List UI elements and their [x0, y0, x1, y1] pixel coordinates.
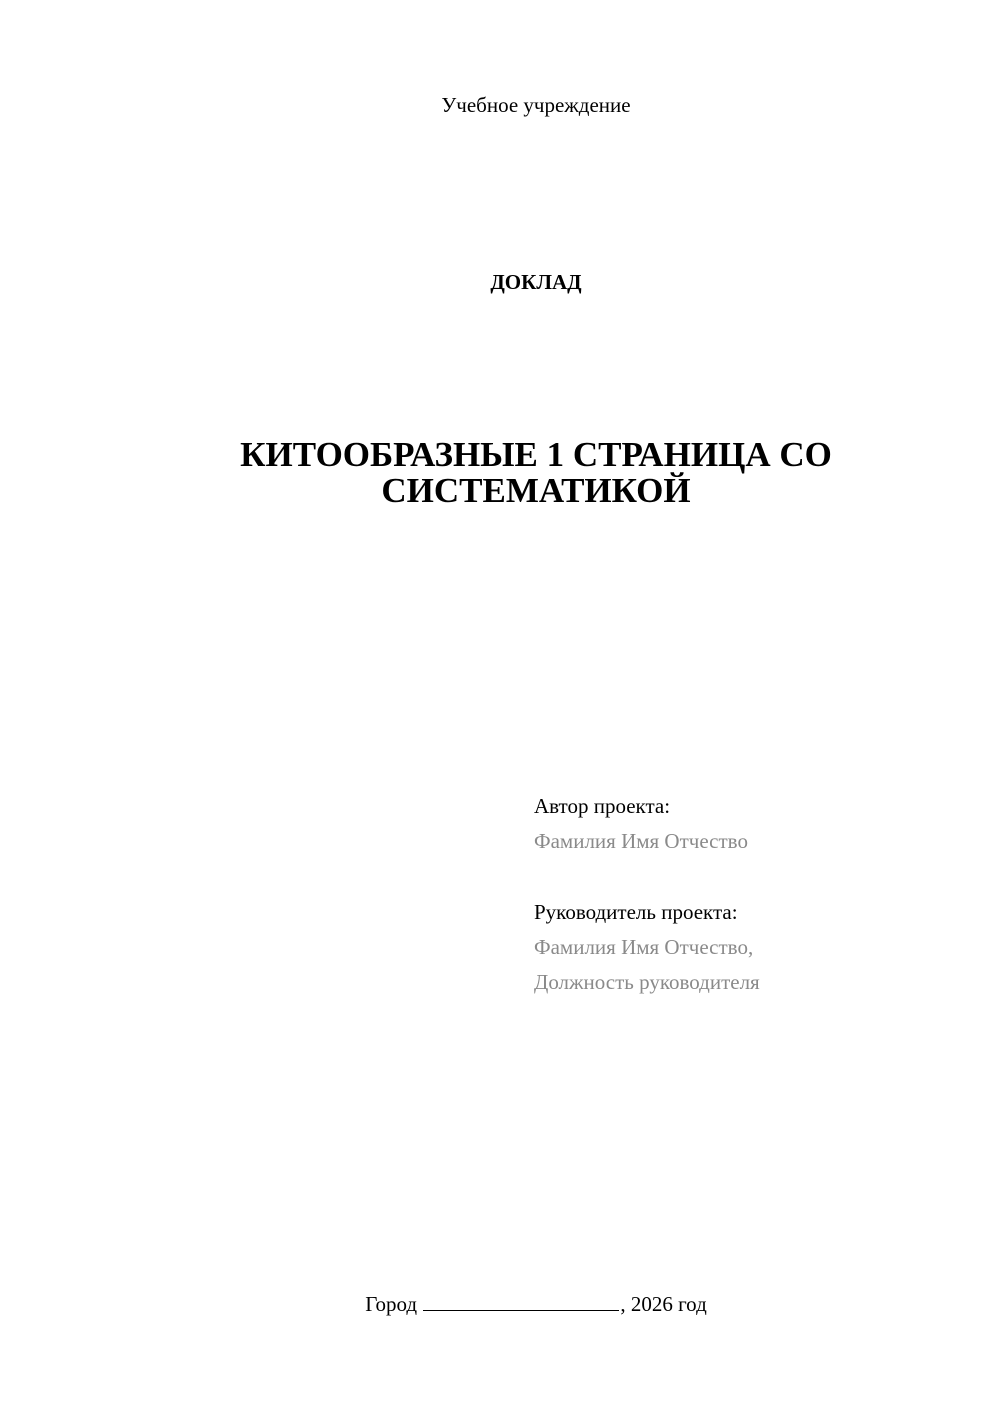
author-name-placeholder: Фамилия Имя Отчество — [534, 829, 748, 853]
city-blank-line — [423, 1290, 619, 1311]
supervisor-name-placeholder: Фамилия Имя Отчество, — [534, 935, 754, 959]
supervisor-position-placeholder: Должность руководителя — [534, 970, 760, 994]
credits-spacer — [534, 859, 974, 895]
document-title: КИТООБРАЗНЫЕ 1 СТРАНИЦА СО СИСТЕМАТИКОЙ — [240, 435, 832, 510]
city-label: Город — [365, 1292, 418, 1316]
author-label: Автор проекта: — [534, 794, 671, 818]
year-text: , 2026 год — [620, 1292, 707, 1316]
institution-name: Учебное учреждение — [441, 93, 631, 117]
document-type: ДОКЛАД — [490, 270, 582, 294]
supervisor-label: Руководитель проекта: — [534, 900, 738, 924]
credits-block — [534, 789, 974, 1000]
footer-city-year — [0, 1290, 1000, 1318]
